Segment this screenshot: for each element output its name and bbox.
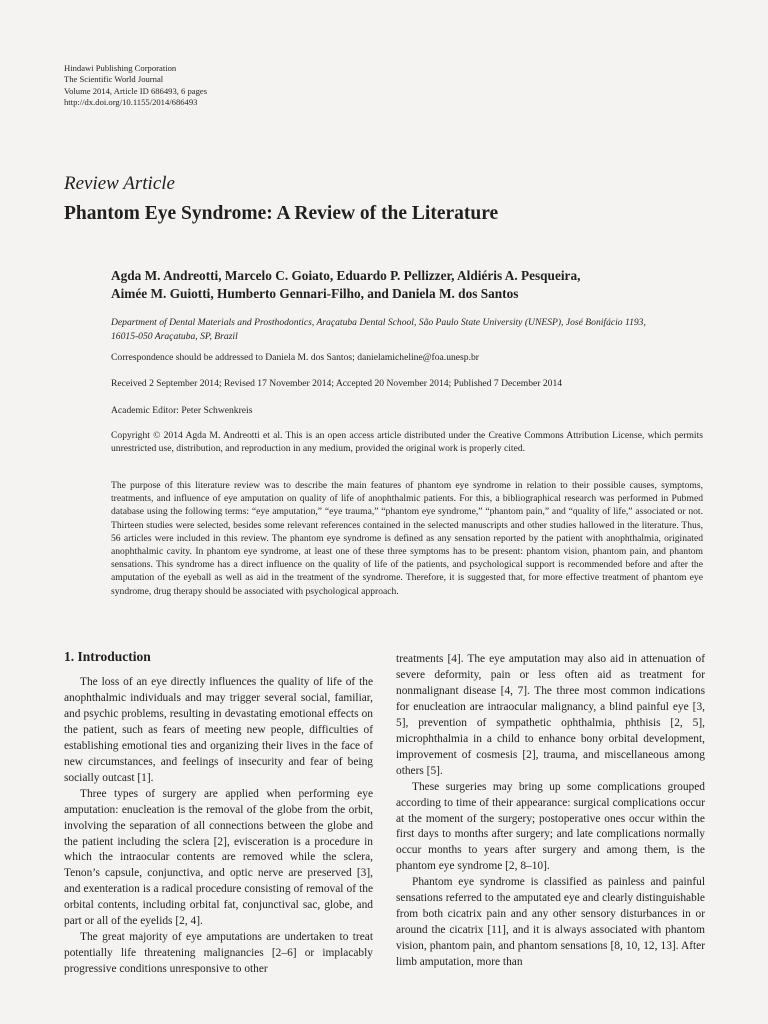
article-type: Review Article: [64, 173, 175, 194]
body-paragraph: Phantom eye syndrome is classified as painless and painful sensations referred to the amputated eye and clearly distinguishable from both cicatrix pain and any other sensory disturbances in or around the cicatrix [11], and it is always associated with phantom vision, phantom pain, and phantom sensations [8, 10, 12, 13]. After limb amputation, more than: [396, 876, 705, 969]
section-heading-introduction: 1. Introduction: [64, 649, 151, 664]
academic-editor: Academic Editor: Peter Schwenkreis: [111, 405, 253, 416]
volume-info: Volume 2014, Article ID 686493, 6 pages: [64, 85, 208, 96]
copyright-notice: Copyright © 2014 Agda M. Andreotti et al. This is an open access article distributed under the Creative Commons Attribution License, which permits unrestricted use, distribution, and reproduction in any medium, provided the original work is properly cited.: [111, 430, 703, 455]
authors-line-1: Agda M. Andreotti, Marcelo C. Goiato, Eduardo P. Pellizzer, Aldiéris A. Pesqueira,: [111, 268, 581, 283]
body-paragraph: treatments [4]. The eye amputation may also aid in attenuation of severe deformity, pain or less often aid as treatment for nonmalignant disease [4, 7]. The three most common indications for enucleation are intraocular malignancy, a blind painful eye [3, 5], prevention of sympathetic ophthalmia, phthisis [2, 5], microphthalmia in a child to enhance bony orbital development, improvement of cosmesis [2], trauma, and miscellaneous among others [5].: [396, 653, 705, 777]
doi-link[interactable]: http://dx.doi.org/10.1155/2014/686493: [64, 96, 198, 107]
abstract: The purpose of this literature review was to describe the main features of phantom eye syndrome in relation to their possible causes, symptoms, treatments, and influence of eye amputation on quality of life of anophthalmic patients. For this, a bibliographical research was performed in Pubmed database using the following terms: “eye amputation,” “eye trauma,” “phantom eye syndrome,” “phantom pain,” and “quality of life,” associated or not. Thirteen studies were selected, besides some relevant references contained in the selected manuscripts and other studies hallowed in the literature. Thus, 56 articles were included in this review. The phantom eye syndrome is defined as any sensation reported by the patient with anophthalmia, originated anophthalmic cavity. In phantom eye syndrome, at least one of these three symptoms has to be present: phantom vision, phantom pain, and phantom sensations. This syndrome has a direct influence on the quality of life of the patients, and psychological support is recommended before and after the amputation of the eyeball as well as aid in the treatment of the syndrome. Therefore, it is suggested that, for more effective treatment of phantom eye syndrome, drug therapy should be associated with psychological approach.: [111, 480, 703, 597]
author-affiliation: Department of Dental Materials and Prosthodontics, Araçatuba Dental School, São Paulo State University (UNESP), José Bonifácio 1193, 16015-050 Araçatuba, SP, Brazil: [111, 317, 646, 342]
author-list: [111, 267, 711, 303]
body-column-right: [396, 652, 705, 971]
body-paragraph: These surgeries may bring up some complications grouped according to time of their appearance: surgical complications occur at the moment of the surgery; postoperative ones occur within the first days to months after surgery; and late complications normally occur months to years after surgery and among them, is the phantom eye syndrome [2, 8–10].: [396, 780, 705, 873]
body-column-left: [64, 675, 373, 978]
publisher-name: Hindawi Publishing Corporation: [64, 63, 177, 73]
publication-dates: Received 2 September 2014; Revised 17 November 2014; Accepted 20 November 2014; Published 7 December 2014: [111, 378, 563, 389]
authors-line-2: Aimée M. Guiotti, Humberto Gennari-Filho, and Daniela M. dos Santos: [111, 286, 519, 301]
body-paragraph: Three types of surgery are applied when performing eye amputation: enucleation is the removal of the globe from the orbit, involving the separation of all connections between the globe and the patient including the sclera [2], evisceration is a procedure in which the intraocular contents are removed while the sclera, Tenon’s capsule, conjunctiva, and optic nerve are preserved [3], and exenteration is a radical procedure consisting of removal of the orbital contents, including orbital fat, conjunctival sac, globe, and part or all of the eyelids [2, 4].: [64, 787, 373, 928]
journal-header: [64, 63, 207, 108]
body-paragraph: The loss of an eye directly influences the quality of life of the anophthalmic individuals and may trigger several social, familiar, and psychic problems, resulting in devastating emotional effects on the patient, such as fears of meeting new people, difficulties of establishing emotional ties and organizing their lives in the face of new circumstances, and feelings of insecurity and fear of being socially outcast [1].: [64, 676, 373, 784]
journal-name: The Scientific World Journal: [64, 74, 164, 85]
correspondence-line: Correspondence should be addressed to Daniela M. dos Santos; danielamicheline@foa.unesp.br: [111, 352, 479, 363]
article-title: Phantom Eye Syndrome: A Review of the Literature: [64, 203, 499, 224]
body-paragraph: The great majority of eye amputations are undertaken to treat potentially life threatening malignancies [2–6] or implacably progressive conditions unresponsive to other: [64, 931, 373, 976]
